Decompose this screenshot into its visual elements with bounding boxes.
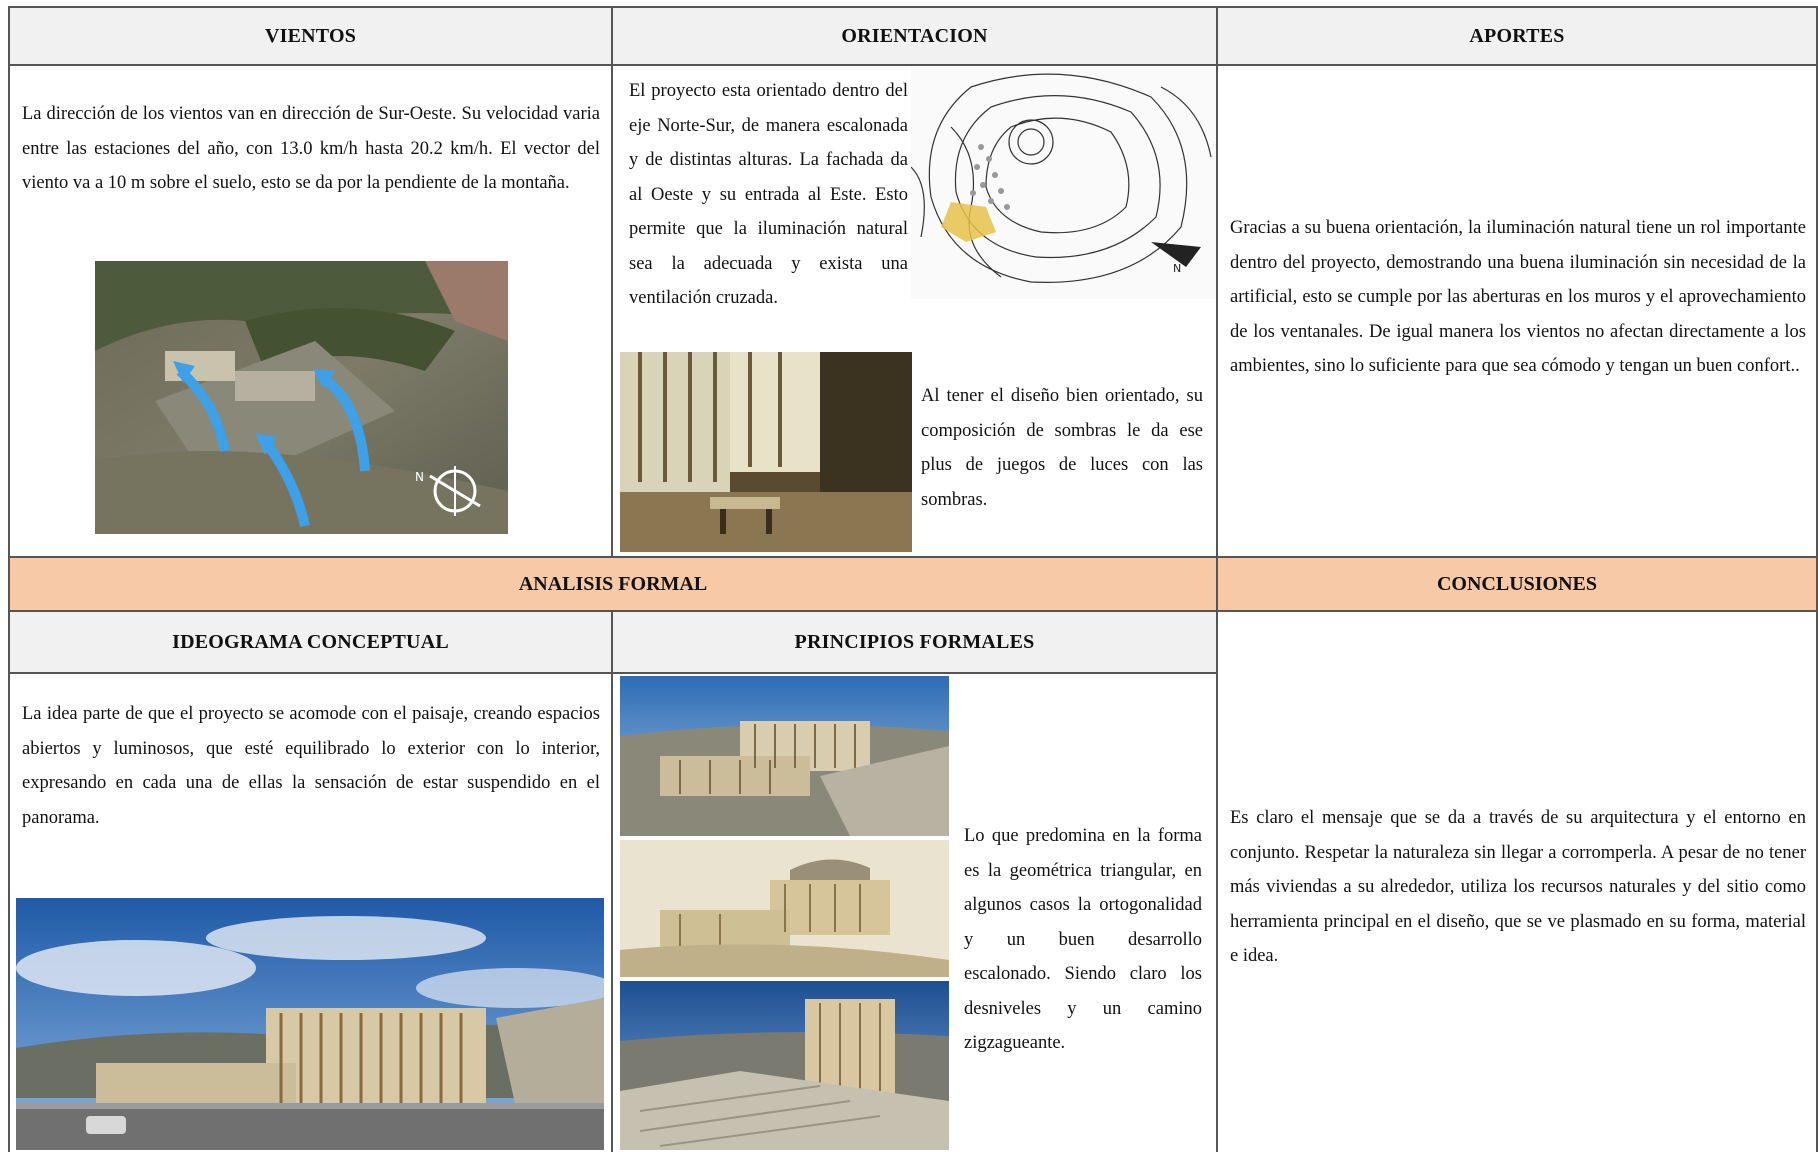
ideograma-text: La idea parte de que el proyecto se acomode con el paisaje, creando espacios abiertos y luminosos, que esté equilibrado lo exterior con lo interior, expresando en cada una de ellas la sensación de estar suspendido en el panorama.: [22, 704, 600, 828]
orientacion-site-plan: [911, 67, 1216, 299]
header-vientos-label: VIENTOS: [264, 24, 357, 47]
principios-photo-1: [620, 676, 949, 836]
principios-text: Lo que predomina en la forma es la geométrica triangular, en algunos casos la ortogonalidad y un buen desarrollo escalonado. Siendo claro los desniveles y un camino zigzagueante.: [964, 826, 1202, 1053]
header-vientos: [8, 6, 613, 66]
header-principios: [611, 610, 1218, 674]
header-conclusiones: [1216, 556, 1818, 612]
svg-text:N: N: [415, 470, 424, 484]
principios-photo-2: [620, 840, 949, 977]
header-orientacion-label: ORIENTACION: [841, 24, 988, 47]
header-aportes: [1216, 6, 1818, 66]
header-ideograma-label: IDEOGRAMA CONCEPTUAL: [172, 630, 449, 653]
principios-photo-3: [620, 981, 949, 1150]
vientos-aerial-photo: [95, 261, 508, 534]
header-orientacion: [611, 6, 1218, 66]
header-analisis-formal: [8, 556, 1218, 612]
orientacion-interior-photo: [620, 352, 912, 552]
header-ideograma: [8, 610, 613, 674]
header-conclusiones-label: CONCLUSIONES: [1436, 572, 1598, 595]
orientacion-text-2: Al tener el diseño bien orientado, su composición de sombras le da ese plus de juegos de luces con las sombras.: [921, 386, 1203, 510]
header-analisis-formal-label: ANALISIS FORMAL: [518, 572, 708, 595]
orientacion-text-1: El proyecto esta orientado dentro del eje Norte-Sur, de manera escalonada y de distintas alturas. La fachada da al Oeste y su entrada al Este. Esto permite que la iluminación natural sea la adecuada y exista una ventilación cruzada.: [629, 81, 908, 308]
header-aportes-label: APORTES: [1469, 24, 1565, 47]
vientos-text: La dirección de los vientos van en dirección de Sur-Oeste. Su velocidad varia entre las estaciones del año, con 13.0 km/h hasta 20.2 km/h. El vector del viento va a 10 m sobre el suelo, esto se da por la pendiente de la montaña.: [22, 104, 600, 193]
aportes-text: Gracias a su buena orientación, la iluminación natural tiene un rol importante dentro del proyecto, demostrando una buena iluminación sin necesidad de la artificial, esto se cumple por las aberturas en los muros y el aprovechamiento de los ventanales. De igual manera los vientos no afectan directamente a los ambientes, sino lo suficiente para que sea cómodo y tengan un buen confort..: [1230, 218, 1806, 376]
svg-text:N: N: [1173, 262, 1182, 275]
conclusiones-text: Es claro el mensaje que se da a través de su arquitectura y el entorno en conjunto. Respetar la naturaleza sin llegar a corromperla. A pesar de no tener más viviendas a su alrededor, utiliza los recursos naturales y del sitio como herramienta principal en el diseño, que se ve plasmado en su forma, material e idea.: [1230, 808, 1806, 966]
ideograma-building-photo: [16, 898, 604, 1150]
header-principios-label: PRINCIPIOS FORMALES: [794, 630, 1035, 653]
